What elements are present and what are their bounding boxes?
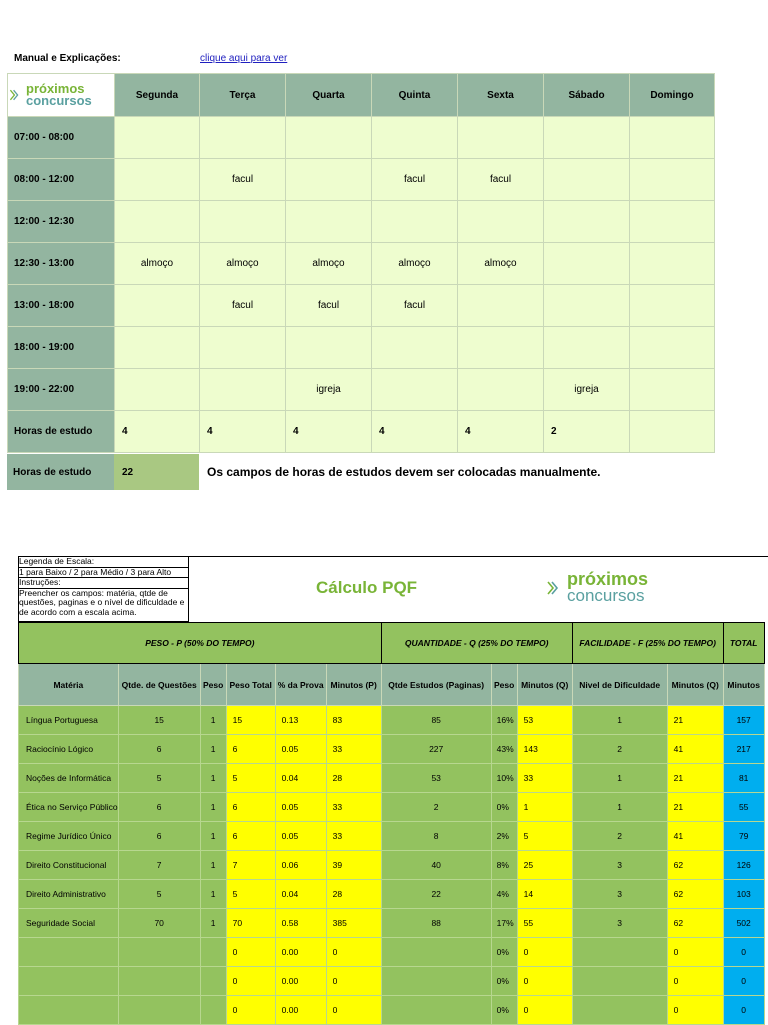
schedule-cell[interactable] xyxy=(544,285,630,327)
instructions-text: Preencher os campos: matéria, qtde de questões, paginas e o nível de dificuldade e de acordo com a escala acima. xyxy=(19,588,185,617)
table-cell[interactable] xyxy=(200,967,226,996)
table-cell[interactable]: 1 xyxy=(572,764,667,793)
schedule-cell[interactable] xyxy=(544,159,630,201)
table-cell: 217 xyxy=(723,735,764,764)
day-header: Segunda xyxy=(115,74,200,117)
table-row xyxy=(19,793,765,822)
schedule-row xyxy=(8,327,715,369)
schedule-cell[interactable] xyxy=(630,243,715,285)
table-cell: 0 xyxy=(226,938,275,967)
table-row xyxy=(19,851,765,880)
table-cell: 83 xyxy=(326,706,381,735)
col-header: Matéria xyxy=(19,664,119,706)
schedule-cell[interactable]: facul xyxy=(458,159,544,201)
schedule-cell[interactable]: facul xyxy=(200,285,286,327)
table-cell: 7 xyxy=(226,851,275,880)
col-header: Qtde Estudos (Paginas) xyxy=(381,664,491,706)
logo-line2: concursos xyxy=(567,586,645,606)
calc-title: Cálculo PQF xyxy=(316,578,418,597)
table-cell: 0 xyxy=(667,967,723,996)
table-cell: 0% xyxy=(491,793,517,822)
table-cell: 10% xyxy=(491,764,517,793)
table-cell[interactable] xyxy=(381,967,491,996)
table-cell[interactable]: 40 xyxy=(381,851,491,880)
table-cell[interactable]: 5 xyxy=(118,764,200,793)
table-cell: 1 xyxy=(517,793,572,822)
logo-line2: concursos xyxy=(26,93,92,108)
schedule-cell[interactable]: facul xyxy=(372,285,458,327)
schedule-row xyxy=(8,243,715,285)
study-hours-label: Horas de estudo xyxy=(8,411,115,453)
section-total: TOTAL xyxy=(723,623,764,664)
col-header: Peso xyxy=(200,664,226,706)
table-row xyxy=(19,822,765,851)
table-cell: 0 xyxy=(723,938,764,967)
table-cell: 0 xyxy=(326,938,381,967)
manual-label: Manual e Explicações: xyxy=(14,53,121,64)
col-header: Qtde. de Questões xyxy=(118,664,200,706)
logo-swirl-icon xyxy=(545,578,565,598)
table-cell[interactable]: 8 xyxy=(381,822,491,851)
table-cell[interactable] xyxy=(572,967,667,996)
schedule-cell[interactable] xyxy=(458,117,544,159)
table-row xyxy=(19,764,765,793)
schedule-cell[interactable] xyxy=(286,117,372,159)
table-cell[interactable]: 88 xyxy=(381,909,491,938)
section-quantidade: QUANTIDADE - Q (25% DO TEMPO) xyxy=(381,623,572,664)
column-header-row xyxy=(19,664,765,706)
day-header: Terça xyxy=(200,74,286,117)
table-cell[interactable]: 53 xyxy=(381,764,491,793)
table-cell: 62 xyxy=(667,851,723,880)
schedule-cell[interactable]: almoço xyxy=(200,243,286,285)
table-cell: 62 xyxy=(667,880,723,909)
table-cell: 21 xyxy=(667,793,723,822)
subject-cell[interactable]: Direito Constitucional xyxy=(19,851,119,880)
table-row xyxy=(19,735,765,764)
schedule-cell[interactable] xyxy=(544,201,630,243)
schedule-cell[interactable] xyxy=(458,369,544,411)
subject-cell[interactable]: Raciocínio Lógico xyxy=(19,735,119,764)
table-cell: 0 xyxy=(226,996,275,1025)
table-cell[interactable]: 6 xyxy=(118,735,200,764)
table-cell: 21 xyxy=(667,764,723,793)
subject-cell[interactable]: Seguridade Social xyxy=(19,909,119,938)
legend-title: Legenda de Escala: xyxy=(19,557,188,568)
total-hours-row xyxy=(7,454,600,490)
schedule-cell[interactable] xyxy=(630,369,715,411)
table-cell[interactable]: 6 xyxy=(118,822,200,851)
logo xyxy=(8,74,115,117)
schedule-cell[interactable] xyxy=(630,159,715,201)
calc-header-frame xyxy=(189,556,768,623)
day-header: Quarta xyxy=(286,74,372,117)
table-cell[interactable]: 7 xyxy=(118,851,200,880)
subject-cell[interactable] xyxy=(19,996,119,1025)
table-cell: 0% xyxy=(491,967,517,996)
schedule-cell[interactable]: almoço xyxy=(458,243,544,285)
table-cell[interactable]: 70 xyxy=(118,909,200,938)
table-cell: 0 xyxy=(326,996,381,1025)
table-cell[interactable] xyxy=(200,938,226,967)
schedule-row xyxy=(8,117,715,159)
table-cell: 5 xyxy=(226,880,275,909)
schedule-cell[interactable]: igreja xyxy=(544,369,630,411)
table-cell[interactable]: 5 xyxy=(118,880,200,909)
schedule-cell[interactable] xyxy=(286,327,372,369)
logo-line1: próximos xyxy=(26,80,85,96)
day-header: Quinta xyxy=(372,74,458,117)
section-facilidade: FACILIDADE - F (25% DO TEMPO) xyxy=(572,623,723,664)
table-cell: 0 xyxy=(326,967,381,996)
schedule-cell[interactable] xyxy=(544,243,630,285)
schedule-cell[interactable] xyxy=(115,201,200,243)
col-header: Minutos (P) xyxy=(326,664,381,706)
schedule-cell[interactable]: almoço xyxy=(286,243,372,285)
schedule-cell[interactable] xyxy=(115,285,200,327)
schedule-cell[interactable] xyxy=(286,201,372,243)
table-row xyxy=(19,880,765,909)
weekly-schedule-grid xyxy=(7,73,715,453)
table-cell[interactable] xyxy=(381,996,491,1025)
table-cell: 6 xyxy=(226,735,275,764)
table-cell: 0 xyxy=(723,996,764,1025)
schedule-cell[interactable]: almoço xyxy=(115,243,200,285)
table-cell: 0.58 xyxy=(275,909,326,938)
col-header: Nivel de Dificuldade xyxy=(572,664,667,706)
table-cell: 0.04 xyxy=(275,880,326,909)
table-cell: 41 xyxy=(667,735,723,764)
schedule-cell[interactable] xyxy=(630,285,715,327)
table-cell[interactable] xyxy=(118,967,200,996)
section-peso: PESO - P (50% DO TEMPO) xyxy=(19,623,382,664)
col-header: Peso xyxy=(491,664,517,706)
col-header: Peso Total xyxy=(226,664,275,706)
col-header: % da Prova xyxy=(275,664,326,706)
table-cell[interactable]: 3 xyxy=(572,851,667,880)
table-cell[interactable]: 227 xyxy=(381,735,491,764)
schedule-cell[interactable] xyxy=(200,369,286,411)
study-hours-cell[interactable]: 2 xyxy=(544,411,630,453)
table-row xyxy=(19,909,765,938)
schedule-cell[interactable] xyxy=(458,327,544,369)
table-row xyxy=(19,706,765,735)
day-header: Sábado xyxy=(544,74,630,117)
table-cell: 0.13 xyxy=(275,706,326,735)
table-cell[interactable] xyxy=(572,996,667,1025)
legend-box xyxy=(18,556,189,622)
schedule-cell[interactable] xyxy=(458,201,544,243)
table-cell: 70 xyxy=(226,909,275,938)
table-cell[interactable] xyxy=(572,938,667,967)
schedule-row xyxy=(8,159,715,201)
table-cell: 5 xyxy=(226,764,275,793)
subject-cell[interactable] xyxy=(19,967,119,996)
schedule-cell[interactable] xyxy=(115,117,200,159)
table-cell[interactable] xyxy=(200,996,226,1025)
schedule-cell[interactable] xyxy=(200,117,286,159)
time-slot-label: 07:00 - 08:00 xyxy=(8,117,115,159)
table-cell: 385 xyxy=(326,909,381,938)
table-cell: 6 xyxy=(226,822,275,851)
table-cell[interactable]: 1 xyxy=(200,822,226,851)
col-header: Minutos xyxy=(723,664,764,706)
table-cell: 39 xyxy=(326,851,381,880)
schedule-cell[interactable] xyxy=(372,117,458,159)
schedule-row xyxy=(8,201,715,243)
table-cell: 28 xyxy=(326,764,381,793)
legend-scale: 1 para Baixo / 2 para Médio / 3 para Alto xyxy=(19,568,188,579)
table-cell: 14 xyxy=(517,880,572,909)
table-cell: 5 xyxy=(517,822,572,851)
study-hours-cell[interactable]: 4 xyxy=(200,411,286,453)
schedule-cell[interactable] xyxy=(544,327,630,369)
table-cell: 0.00 xyxy=(275,996,326,1025)
table-cell: 16% xyxy=(491,706,517,735)
schedule-header-row xyxy=(8,74,715,117)
table-cell[interactable]: 15 xyxy=(118,706,200,735)
subject-cell[interactable]: Noções de Informática xyxy=(19,764,119,793)
table-cell[interactable]: 1 xyxy=(572,793,667,822)
schedule-cell[interactable] xyxy=(630,327,715,369)
table-cell[interactable]: 1 xyxy=(200,909,226,938)
study-hours-cell[interactable]: 4 xyxy=(115,411,200,453)
table-cell: 43% xyxy=(491,735,517,764)
study-hours-cell[interactable]: 4 xyxy=(458,411,544,453)
table-cell: 157 xyxy=(723,706,764,735)
schedule-cell[interactable]: igreja xyxy=(286,369,372,411)
schedule-cell[interactable] xyxy=(115,369,200,411)
table-cell: 81 xyxy=(723,764,764,793)
table-cell[interactable]: 3 xyxy=(572,909,667,938)
table-cell[interactable] xyxy=(118,938,200,967)
table-cell: 4% xyxy=(491,880,517,909)
schedule-cell[interactable]: facul xyxy=(286,285,372,327)
schedule-cell[interactable] xyxy=(458,285,544,327)
table-cell[interactable]: 6 xyxy=(118,793,200,822)
table-cell: 55 xyxy=(723,793,764,822)
table-cell[interactable]: 1 xyxy=(200,735,226,764)
day-header: Domingo xyxy=(630,74,715,117)
table-cell[interactable]: 1 xyxy=(200,764,226,793)
table-cell[interactable]: 85 xyxy=(381,706,491,735)
col-header: Minutos (Q) xyxy=(667,664,723,706)
table-cell: 33 xyxy=(517,764,572,793)
table-cell: 0 xyxy=(667,938,723,967)
manual-link[interactable]: clique aqui para ver xyxy=(200,53,288,64)
table-cell: 126 xyxy=(723,851,764,880)
subject-cell[interactable]: Direito Administrativo xyxy=(19,880,119,909)
calc-logo xyxy=(545,571,648,604)
table-cell: 0 xyxy=(517,967,572,996)
schedule-row xyxy=(8,369,715,411)
table-cell: 33 xyxy=(326,735,381,764)
table-cell[interactable]: 1 xyxy=(200,706,226,735)
schedule-cell[interactable] xyxy=(115,327,200,369)
table-cell: 0.00 xyxy=(275,967,326,996)
table-cell[interactable]: 1 xyxy=(572,706,667,735)
table-cell: 0% xyxy=(491,938,517,967)
table-cell: 15 xyxy=(226,706,275,735)
subject-cell[interactable]: Ética no Serviço Público xyxy=(19,793,119,822)
table-cell: 502 xyxy=(723,909,764,938)
schedule-row xyxy=(8,285,715,327)
table-cell: 41 xyxy=(667,822,723,851)
table-cell: 0.05 xyxy=(275,822,326,851)
time-slot-label: 19:00 - 22:00 xyxy=(8,369,115,411)
schedule-cell[interactable]: facul xyxy=(372,159,458,201)
table-cell: 143 xyxy=(517,735,572,764)
table-cell: 79 xyxy=(723,822,764,851)
table-row xyxy=(19,938,765,967)
table-cell: 55 xyxy=(517,909,572,938)
day-header: Sexta xyxy=(458,74,544,117)
logo-swirl-icon xyxy=(8,87,24,103)
table-cell: 0.04 xyxy=(275,764,326,793)
schedule-cell[interactable] xyxy=(372,327,458,369)
table-row xyxy=(19,996,765,1025)
table-cell: 0.05 xyxy=(275,735,326,764)
time-slot-label: 08:00 - 12:00 xyxy=(8,159,115,201)
schedule-cell[interactable] xyxy=(544,117,630,159)
table-cell[interactable]: 1 xyxy=(200,851,226,880)
table-cell: 17% xyxy=(491,909,517,938)
study-hours-row xyxy=(8,411,715,453)
table-cell: 0 xyxy=(723,967,764,996)
table-cell: 25 xyxy=(517,851,572,880)
table-cell[interactable]: 1 xyxy=(200,793,226,822)
subject-cell[interactable]: Língua Portuguesa xyxy=(19,706,119,735)
table-cell[interactable]: 3 xyxy=(572,880,667,909)
schedule-cell[interactable] xyxy=(630,201,715,243)
table-cell[interactable] xyxy=(381,938,491,967)
table-cell[interactable]: 2 xyxy=(572,822,667,851)
table-cell: 0 xyxy=(517,996,572,1025)
table-cell: 0.00 xyxy=(275,938,326,967)
schedule-cell[interactable] xyxy=(372,201,458,243)
schedule-cell[interactable] xyxy=(286,159,372,201)
table-cell: 62 xyxy=(667,909,723,938)
table-cell: 6 xyxy=(226,793,275,822)
total-hours-value[interactable]: 22 xyxy=(114,454,199,490)
hours-note: Os campos de horas de estudos devem ser colocadas manualmente. xyxy=(207,465,601,479)
time-slot-label: 18:00 - 19:00 xyxy=(8,327,115,369)
instructions-title: Instruções: xyxy=(19,578,188,589)
table-cell: 21 xyxy=(667,706,723,735)
table-cell: 28 xyxy=(326,880,381,909)
table-cell: 53 xyxy=(517,706,572,735)
schedule-cell[interactable] xyxy=(200,201,286,243)
table-row xyxy=(19,967,765,996)
table-cell: 8% xyxy=(491,851,517,880)
table-cell: 0.06 xyxy=(275,851,326,880)
schedule-cell[interactable]: facul xyxy=(200,159,286,201)
table-cell[interactable]: 2 xyxy=(572,735,667,764)
table-cell: 0 xyxy=(667,996,723,1025)
total-hours-label: Horas de estudo xyxy=(7,454,114,490)
study-hours-cell[interactable]: 4 xyxy=(286,411,372,453)
subject-cell[interactable]: Regime Jurídico Único xyxy=(19,822,119,851)
schedule-cell[interactable]: almoço xyxy=(372,243,458,285)
table-cell[interactable]: 2 xyxy=(381,793,491,822)
table-cell[interactable]: 22 xyxy=(381,880,491,909)
table-cell: 103 xyxy=(723,880,764,909)
section-row xyxy=(19,623,765,664)
table-cell: 0 xyxy=(517,938,572,967)
subject-cell[interactable] xyxy=(19,938,119,967)
table-cell: 2% xyxy=(491,822,517,851)
time-slot-label: 12:00 - 12:30 xyxy=(8,201,115,243)
table-cell: 33 xyxy=(326,822,381,851)
table-cell[interactable] xyxy=(118,996,200,1025)
logo-line1: próximos xyxy=(567,569,649,589)
time-slot-label: 12:30 - 13:00 xyxy=(8,243,115,285)
schedule-cell[interactable] xyxy=(372,369,458,411)
study-hours-cell[interactable] xyxy=(630,411,715,453)
study-hours-cell[interactable]: 4 xyxy=(372,411,458,453)
table-cell: 0.05 xyxy=(275,793,326,822)
col-header: Minutos (Q) xyxy=(517,664,572,706)
table-cell: 0% xyxy=(491,996,517,1025)
table-cell[interactable]: 1 xyxy=(200,880,226,909)
pqf-calculation-table xyxy=(18,622,765,1025)
table-cell: 33 xyxy=(326,793,381,822)
schedule-cell[interactable] xyxy=(115,159,200,201)
schedule-cell[interactable] xyxy=(630,117,715,159)
time-slot-label: 13:00 - 18:00 xyxy=(8,285,115,327)
schedule-cell[interactable] xyxy=(200,327,286,369)
table-cell: 0 xyxy=(226,967,275,996)
